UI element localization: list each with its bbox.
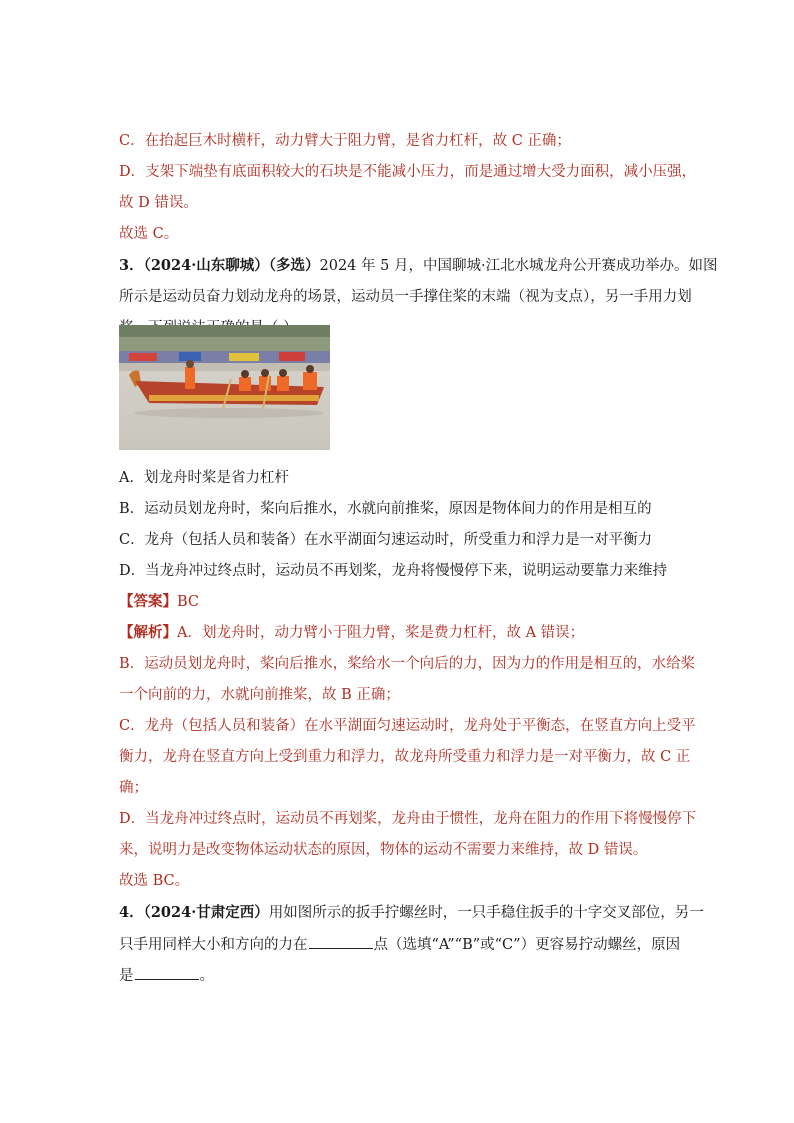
q3-analysis-c-line3: 确； — [119, 780, 148, 796]
q4-source: （2024·甘肃定西） — [143, 904, 269, 921]
q4-stem-text2a: 只手用同样大小和方向的力在 — [119, 937, 308, 953]
analysis-label: 【解析】 — [119, 624, 177, 641]
q3-option-d: D．当龙舟冲过终点时，运动员不再划桨，龙舟将慢慢停下来，说明运动要靠力来维持 — [119, 563, 668, 579]
q3-stem-text1: 2024 年 5 月，中国聊城·江北水城龙舟公开赛成功举办。如图 — [319, 258, 718, 274]
prev-final-answer: 故选 C。 — [119, 226, 179, 242]
q3-source: （2024·山东聊城） — [143, 257, 269, 274]
q3-answer — [119, 592, 199, 612]
analysis-a-text: A．划龙舟时，动力臂小于阻力臂，桨是费力杠杆，故 A 错误； — [177, 625, 585, 641]
q3-number: 3． — [119, 257, 144, 274]
q4-stem-line1 — [119, 903, 704, 923]
q4-blank-1[interactable] — [309, 934, 373, 949]
q3-tag: （多选） — [268, 257, 320, 274]
answer-value: BC — [177, 594, 200, 610]
prev-option-c: C．在抬起巨木时横杆，动力臂大于阻力臂，是省力杠杆，故 C 正确； — [119, 133, 571, 149]
q3-stem-line1 — [119, 256, 718, 276]
q4-stem-text3b: 。 — [199, 968, 214, 984]
q3-option-b: B．运动员划龙舟时，桨向后推水，水就向前推桨，原因是物体间力的作用是相互的 — [119, 501, 652, 517]
q4-stem-text3a: 是 — [119, 968, 134, 984]
q3-analysis-c-line1: C．龙舟（包括人员和装备）在水平湖面匀速运动时，龙舟处于平衡态，在竖直方向上受平 — [119, 718, 696, 734]
dragon-boat-photo — [119, 325, 330, 450]
q3-analysis-b-line1: B．运动员划龙舟时，桨向后推水，桨给水一个向后的力，因为力的作用是相互的，水给桨 — [119, 656, 696, 672]
q4-blank-2[interactable] — [135, 965, 199, 980]
q4-stem-line2 — [119, 934, 680, 955]
q4-number: 4． — [119, 904, 144, 921]
q4-stem-line3 — [119, 965, 214, 986]
q4-stem-text2b: 点（选填“A”“B”或“C”）更容易拧动螺丝，原因 — [373, 937, 681, 953]
q3-option-c: C．龙舟（包括人员和装备）在水平湖面匀速运动时，所受重力和浮力是一对平衡力 — [119, 532, 653, 548]
q3-analysis-a — [119, 623, 584, 643]
q3-analysis-d-line1: D．当龙舟冲过终点时，运动员不再划桨，龙舟由于惯性，龙舟在阻力的作用下将慢慢停下 — [119, 811, 697, 827]
q4-stem-text1: 用如图所示的扳手拧螺丝时，一只手稳住扳手的十字交叉部位，另一 — [268, 905, 704, 921]
q3-stem-line2: 所示是运动员奋力划动龙舟的场景，运动员一手撑住桨的末端（视为支点），另一手用力划 — [119, 289, 692, 305]
q3-analysis-b-line2: 一个向前的力，水就向前推桨，故 B 正确； — [119, 687, 400, 703]
q3-analysis-c-line2: 衡力，龙舟在竖直方向上受到重力和浮力，故龙舟所受重力和浮力是一对平衡力，故 C 正 — [119, 749, 691, 765]
prev-option-d-line2: 故 D 错误。 — [119, 195, 198, 211]
q3-option-a: A．划龙舟时桨是省力杠杆 — [119, 470, 289, 486]
q3-analysis-d-line2: 来，说明力是改变物体运动状态的原因，物体的运动不需要力来维持，故 D 错误。 — [119, 842, 648, 858]
q3-final-answer: 故选 BC。 — [119, 873, 190, 889]
prev-option-d-line1: D．支架下端垫有底面积较大的石块是不能减小压力，而是通过增大受力面积，减小压强， — [119, 164, 697, 180]
answer-label: 【答案】 — [119, 593, 177, 610]
